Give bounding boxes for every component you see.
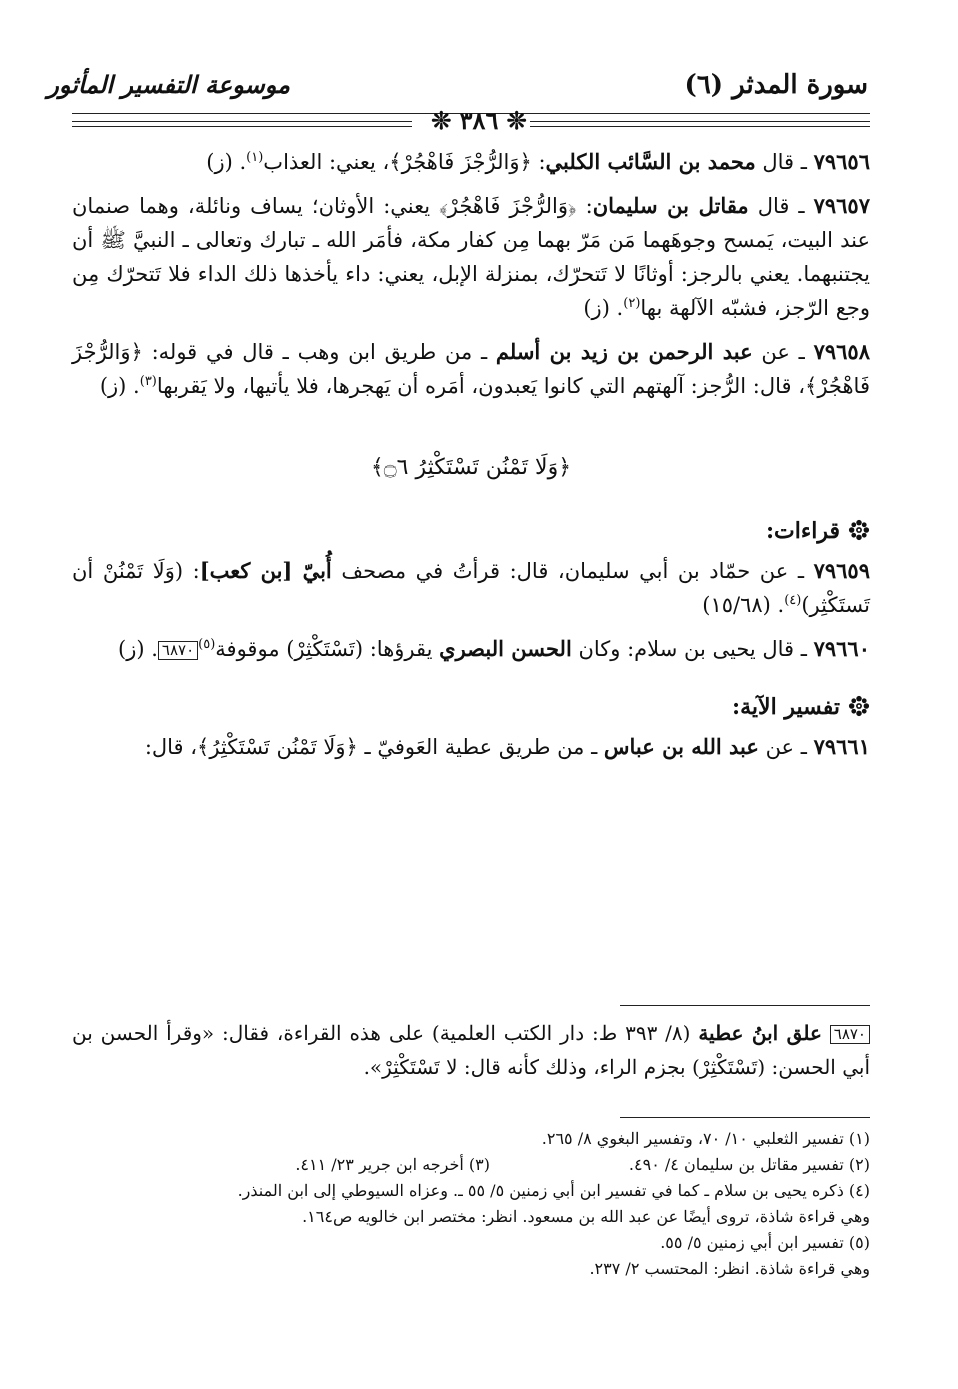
- footnote-5: (٥) تفسير ابن أبي زمنين ٥/ ٥٥.: [660, 1233, 870, 1252]
- page-number: ❊ ٣٨٦ ❊: [431, 106, 527, 135]
- entry-text: ـ قال: [755, 150, 814, 174]
- editor-note: [72, 1016, 870, 1084]
- entry-text: ـ عن: [758, 735, 814, 759]
- entry-79660: [72, 632, 870, 666]
- entry-tail: . (ز): [206, 150, 247, 174]
- main-text: [72, 145, 870, 774]
- entry-number: ٧٩٦٥٦: [813, 149, 870, 174]
- footnote-ref: (٤): [784, 593, 802, 608]
- entry-text: ـ عن: [752, 340, 814, 364]
- section-title: تفسير الآية:: [731, 694, 840, 720]
- narrator-name: مقاتل بن سليمان: [592, 193, 749, 218]
- narrator-name: أُبيّ [بن كعب]: [199, 558, 332, 583]
- entry-79661: [72, 730, 870, 764]
- footnote-3: (٣) أخرجه ابن جرير ٢٣/ ٤١١.: [295, 1155, 490, 1174]
- header-rule-left: [72, 121, 412, 122]
- footnotes-separator: [620, 1117, 870, 1118]
- entry-tail: . (ز): [118, 637, 158, 661]
- flower-ornament-icon: [848, 695, 870, 717]
- surah-title: سورة المدثر (٦): [684, 70, 868, 100]
- entry-79656: [72, 145, 870, 179]
- entry-text: ـ من طريق عطية العَوفيّ ـ ﴿وَلَا تَمْنُن تَسْتَكْثِرُ﴾، قال:: [144, 735, 604, 759]
- entry-text: يقرؤها: (تَسْتَكْثِرْ) موقوفة: [215, 637, 440, 661]
- entry-tail: . (ز): [99, 374, 140, 398]
- editor-note-ref: ٦٨٧٠: [158, 641, 198, 660]
- section-heading-readings: [72, 518, 870, 544]
- entry-tail: . (ز): [583, 296, 624, 320]
- entry-number: ٧٩٦٦٠: [813, 636, 870, 661]
- header-rule-right-2: [530, 126, 870, 127]
- footnote-2: (٢) تفسير مقاتل بن سليمان ٤/ ٤٩٠.: [628, 1155, 870, 1174]
- footnote-ref: (٥): [198, 637, 216, 652]
- entry-text: ـ من طريق ابن وهب ـ قال في قوله: ﴿وَالرُّجْزَ فَاهْجُرْ﴾، قال: الرُّجز: آلهتهم التي كانوا يَعبدون، أمَره أن يَهجرها، فلا يأتيها، ولا يَقربها: [72, 340, 870, 398]
- header-rule-left-2: [72, 126, 412, 127]
- footnote-5-continued: وهي قراءة شاذة. انظر: المحتسب ٢/ ٢٣٧.: [589, 1259, 870, 1278]
- entry-number: ٧٩٦٦١: [813, 734, 870, 759]
- narrator-name: عبد الله بن عباس: [603, 734, 759, 759]
- entry-tail: . (١٥/٦٨): [702, 593, 785, 617]
- section-title: قراءات:: [765, 518, 840, 544]
- narrator-name: الحسن البصري: [439, 636, 572, 661]
- entry-text: ـ قال يحيى بن سلام: وكان: [571, 637, 814, 661]
- book-title: موسوعة التفسير المأثور: [47, 70, 290, 99]
- section-heading-tafsir: [72, 694, 870, 720]
- header-rule-right: [530, 121, 870, 122]
- entry-number: ٧٩٦٥٨: [813, 339, 870, 364]
- editor-note-author: علق ابنُ عطية: [698, 1021, 822, 1045]
- footnote-ref: (١): [246, 150, 264, 165]
- entry-number: ٧٩٦٥٧: [813, 193, 870, 218]
- entry-text: : (وَلَا تَمْنُنْ أن تَستَكْثِر): [72, 559, 870, 617]
- flower-ornament-icon: [848, 519, 870, 541]
- entry-79657: [72, 189, 870, 325]
- entry-number: ٧٩٦٥٩: [813, 558, 870, 583]
- editor-note-number: ٦٨٧٠: [830, 1025, 870, 1044]
- footnotes: [72, 1126, 870, 1282]
- entry-79658: [72, 335, 870, 403]
- entry-text: : ﴿وَالرُّجْزَ فَاهْجُرْ﴾، يعني: العذاب: [263, 150, 546, 174]
- footnote-row-2-3: [72, 1152, 870, 1178]
- footnote-4-continued: وهي قراءة شاذة، تروى أيضًا عن عبد الله بن مسعود. انظر: مختصر ابن خالويه ص١٦٤.: [302, 1207, 870, 1226]
- entry-79659: [72, 554, 870, 622]
- verse: ﴿وَلَا تَمْنُن تَسْتَكْثِرُ ۝٦﴾: [370, 455, 572, 480]
- footnote-ref: (٣): [139, 374, 157, 389]
- narrator-name: محمد بن السَّائب الكلبي: [545, 149, 756, 174]
- editor-note-text: (٨/ ٣٩٣ ط: دار الكتب العلمية) على هذه القراءة، فقال: «وقرأ الحسن بن أبي الحسن: (تَسْتَكْثِرْ) بجزم الراء، وذلك كأنه قال: لا تَسْتَكْثِرْ».: [72, 1021, 870, 1079]
- narrator-name: عبد الرحمن بن زيد بن أسلم: [495, 339, 753, 364]
- footnote-ref: (٢): [623, 296, 641, 311]
- footnote-1: (١) تفسير الثعلبي ١٠/ ٧٠، وتفسير البغوي ٨/ ٢٦٥.: [541, 1129, 870, 1148]
- entry-text: : ﴿وَالرُّجْزَ فَاهْجُرْ﴾ يعني: الأوثان؛ يساف ونائلة، وهما صنمان عند البيت، يَمسح وجوهَهما مَن مَرّ بهما مِن كفار مكة، فأمَر الله ـ تبارك وتعالى ـ النبيَّ ﷺ أن يجتنبهما. يعني بالرجز: أوثانًا لا تَتحرّك، بمنزلة الإبل، يعني: داء يأخذها ذلك الداء فلا تَتحرّك مِن وجع الرّجز، فشبّه الآلهة بها: [72, 194, 870, 320]
- footnote-4: (٤) ذكره يحيى بن سلام ـ كما في تفسير ابن أبي زمنين ٥/ ٥٥ ـ. وعزاه السيوطي إلى ابن المنذر.: [237, 1181, 870, 1200]
- entry-text: ـ عن حمّاد بن أبي سليمان، قال: قرأتُ في مصحف: [331, 559, 814, 583]
- entry-text: ـ قال: [748, 194, 814, 218]
- editor-note-separator: [620, 1005, 870, 1006]
